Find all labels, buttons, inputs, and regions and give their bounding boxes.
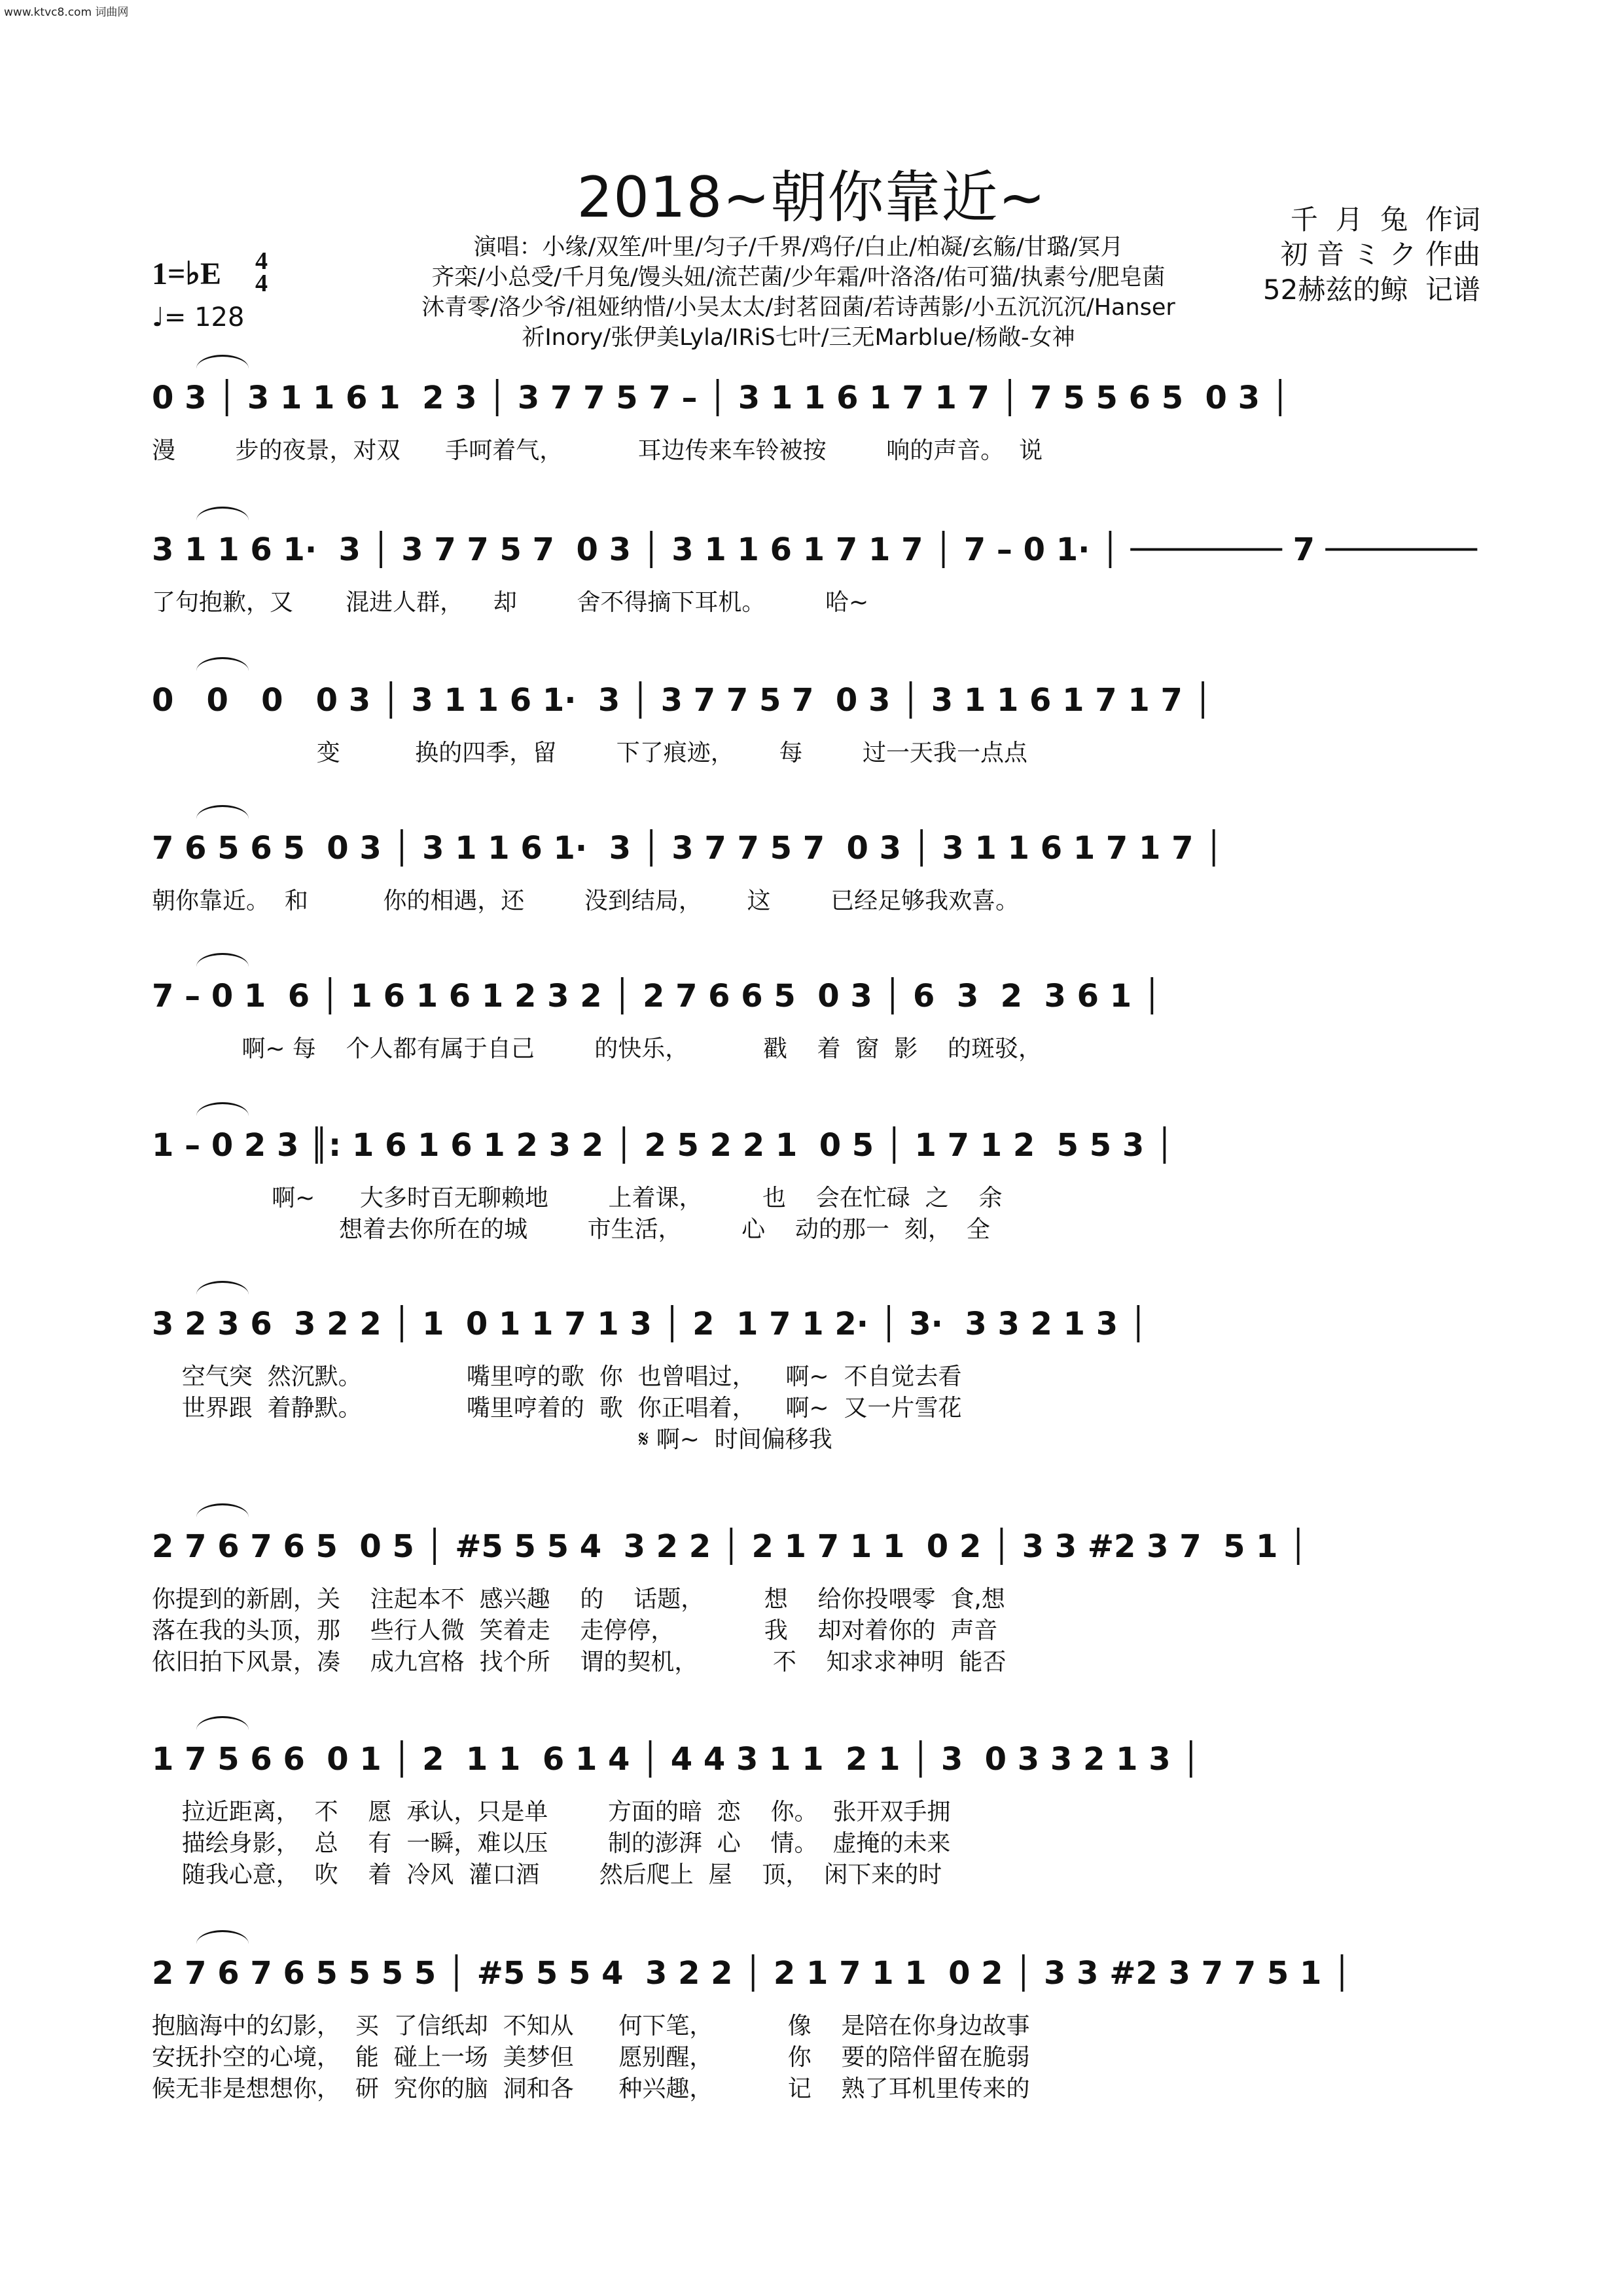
lyrics-line: 落在我的头顶，那 些行人微 笑着走 走停停， 我 却对着你的 声音	[152, 1617, 998, 1644]
tie-arc	[196, 1503, 249, 1517]
composer-credit: 初 音 ミ ク 作曲	[1280, 238, 1480, 270]
lyricist-credit: 千 月 兔 作词	[1290, 204, 1480, 236]
lyrics-line: 变 换的四季，留 下了痕迹， 每 过一天我一点点	[152, 740, 1027, 766]
notation-line: 3 1 1 6 1· 3 │ 3 7 7 5 7 0 3 │ 3 1 1 6 1 7 1 7 │ 7 – 0 1· │ ──────── 7 ────────	[152, 531, 1477, 568]
tie-arc	[196, 1716, 249, 1730]
lyrics-line: 拉近距离， 不 愿 承认，只是单 方面的暗 恋 你。 张开双手拥	[152, 1799, 951, 1825]
lyrics-line: 描绘身影， 总 有 一瞬，难以压 制的澎湃 心 情。 虚掩的未来	[152, 1830, 951, 1857]
tie-arc	[196, 805, 249, 819]
lyrics-line: 空气突 然沉默。 嘴里哼的歌 你 也曾唱过， 啊~ 不自觉去看	[152, 1363, 962, 1390]
singer-line-3: 沐青零/洛少爷/祖娅纳惜/小吴太太/封茗囧菌/若诗茜影/小五沉沉沉/Hanser	[421, 295, 1175, 321]
tie-arc	[196, 355, 249, 368]
time-signature	[255, 247, 268, 297]
notation-line: 0 3 │ 3 1 1 6 1 2 3 │ 3 7 7 5 7 – │ 3 1 1 6 1 7 1 7 │ 7 5 5 6 5 0 3 │	[152, 380, 1290, 416]
tie-arc	[196, 1102, 249, 1116]
lyrics-line: 候无非是想想你， 研 究你的脑 洞和各 种兴趣， 记 熟了耳机里传来的	[152, 2075, 1030, 2102]
lyrics-line: 抱脑海中的幻影， 买 了信纸却 不知从 何下笔， 像 是陪在你身边故事	[152, 2013, 1030, 2039]
key-signature: 1=♭E	[152, 257, 222, 291]
singer-line-1: 演唱：小缘/双笙/叶里/匀子/千界/鸡仔/白止/柏凝/玄觞/甘璐/冥月	[473, 234, 1124, 260]
time-signature-bottom: 4	[255, 270, 268, 297]
transcriber-credit: 52赫兹的鲸 记谱	[1262, 274, 1480, 306]
notation-line: 2 7 6 7 6 5 0 5 │ #5 5 5 4 3 2 2 │ 2 1 7 1 1 0 2 │ 3 3 #2 3 7 5 1 │	[152, 1528, 1308, 1565]
notation-line: 1 – 0 2 3 ║: 1 6 1 6 1 2 3 2 │ 2 5 2 2 1 0 5 │ 1 7 1 2 5 5 3 │	[152, 1127, 1174, 1164]
lyrics-line: 啊~ 大多时百无聊赖地 上着课， 也 会在忙碌 之 余	[152, 1185, 1003, 1211]
tie-arc	[196, 953, 249, 967]
lyrics-line: 朝你靠近。 和 你的相遇，还 没到结局， 这 已经足够我欢喜。	[152, 888, 1020, 914]
tie-arc	[196, 1930, 249, 1944]
lyrics-line: 了句抱歉，又 混进人群， 却 舍不得摘下耳机。 哈~	[152, 589, 869, 616]
lyrics-line: 啊~ 每 个人都有属于自己 的快乐， 戳 着 窗 影 的斑驳，	[152, 1035, 1043, 1062]
singer-line-2: 齐栾/小总受/千月兔/馒头妞/流芒菌/少年霜/叶洛洛/佑可猫/执素兮/肥皂菌	[431, 264, 1166, 291]
song-title: 2018~朝你靠近~	[577, 165, 1046, 230]
singer-line-4: 祈Inory/张伊美Lyla/IRiS七叶/三无Marblue/杨敞-女神	[522, 325, 1075, 351]
notation-line: 2 7 6 7 6 5 5 5 5 │ #5 5 5 4 3 2 2 │ 2 1 7 1 1 0 2 │ 3 3 #2 3 7 7 5 1 │	[152, 1955, 1351, 1992]
lyrics-line: 想着去你所在的城 市生活， 心 动的那一 刻， 全	[152, 1216, 990, 1243]
lyrics-line: 世界跟 着静默。 嘴里哼着的 歌 你正唱着， 啊~ 又一片雪花	[152, 1395, 962, 1422]
tempo-marking: ♩= 128	[152, 302, 245, 332]
lyrics-line: 随我心意， 吹 着 冷风 灌口酒 然后爬上 屋 顶， 闲下来的时	[152, 1861, 942, 1888]
lyrics-line: 依旧拍下风景，凑 成九宫格 找个所 谓的契机， 不 知求求神明 能否	[152, 1649, 1007, 1676]
notation-line: 7 6 5 6 5 0 3 │ 3 1 1 6 1· 3 │ 3 7 7 5 7 0 3 │ 3 1 1 6 1 7 1 7 │	[152, 830, 1224, 867]
lyrics-line: 𝄋 啊~ 时间偏移我	[152, 1426, 832, 1453]
notation-line: 1 7 5 6 6 0 1 │ 2 1 1 6 1 4 │ 4 4 3 1 1 2 1 │ 3 0 3 3 2 1 3 │	[152, 1741, 1201, 1778]
time-signature-top: 4	[255, 247, 268, 275]
lyrics-line: 漫 步的夜景，对双 手呵着气， 耳边传来车铃被按 响的声音。 说	[152, 437, 1043, 464]
notation-line: 7 – 0 1 6 │ 1 6 1 6 1 2 3 2 │ 2 7 6 6 5 0 3 │ 6 3 2 3 6 1 │	[152, 978, 1162, 1014]
tie-arc	[196, 507, 249, 520]
notation-line: 0 0 0 0 3 │ 3 1 1 6 1· 3 │ 3 7 7 5 7 0 3 │ 3 1 1 6 1 7 1 7 │	[152, 682, 1213, 719]
lyrics-line: 安抚扑空的心境， 能 碰上一场 美梦但 愿别醒， 你 要的陪伴留在脆弱	[152, 2044, 1030, 2071]
site-watermark: www.ktvc8.com 词曲网	[4, 6, 129, 19]
tie-arc	[196, 1281, 249, 1295]
tie-arc	[196, 657, 249, 671]
lyrics-line: 你提到的新剧，关 注起本不 感兴趣 的 话题， 想 给你投喂零 食,想	[152, 1586, 1005, 1613]
notation-line: 3 2 3 6 3 2 2 │ 1 0 1 1 7 1 3 │ 2 1 7 1 2· │ 3· 3 3 2 1 3 │	[152, 1306, 1148, 1342]
